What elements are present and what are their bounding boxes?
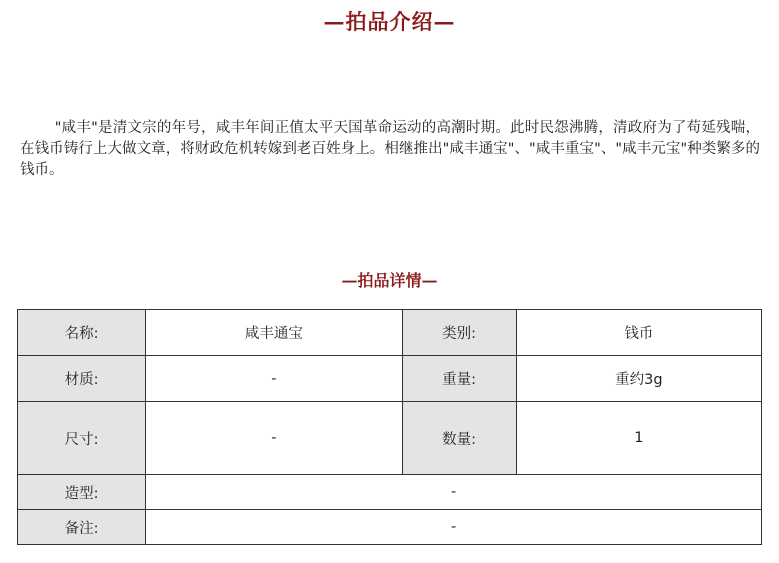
- shape-label: 造型:: [18, 475, 146, 510]
- shape-value: -: [146, 475, 762, 510]
- table-row: [18, 310, 762, 356]
- material-value: -: [146, 356, 402, 402]
- category-value: 钱币: [516, 310, 761, 356]
- material-label: 材质:: [18, 356, 146, 402]
- category-label: 类别:: [402, 310, 516, 356]
- quantity-value: 1: [516, 402, 761, 475]
- weight-value: 重约3g: [516, 356, 761, 402]
- weight-label: 重量:: [402, 356, 516, 402]
- notes-label: 备注:: [18, 510, 146, 545]
- details-title: —拍品详情—: [341, 271, 438, 290]
- intro-title: —拍品介绍—: [323, 9, 456, 34]
- size-label: 尺寸:: [18, 402, 146, 475]
- quantity-label: 数量:: [402, 402, 516, 475]
- name-value: 咸丰通宝: [146, 310, 402, 356]
- intro-text: "咸丰"是清文宗的年号，咸丰年间正值太平天国革命运动的高潮时期。此时民怨沸腾，清政府为了苟延残喘，在钱币铸行上大做文章，将财政危机转嫁到老百姓身上。相继推出"咸丰通宝"、"咸丰重宝"、"咸丰元宝"种类繁多的钱币。: [20, 120, 760, 178]
- table-row: [18, 475, 762, 510]
- size-value: -: [146, 402, 402, 475]
- table-row: [18, 402, 762, 475]
- notes-value: -: [146, 510, 762, 545]
- table-row: [18, 510, 762, 545]
- details-table: [17, 309, 762, 545]
- name-label: 名称:: [18, 310, 146, 356]
- table-row: [18, 356, 762, 402]
